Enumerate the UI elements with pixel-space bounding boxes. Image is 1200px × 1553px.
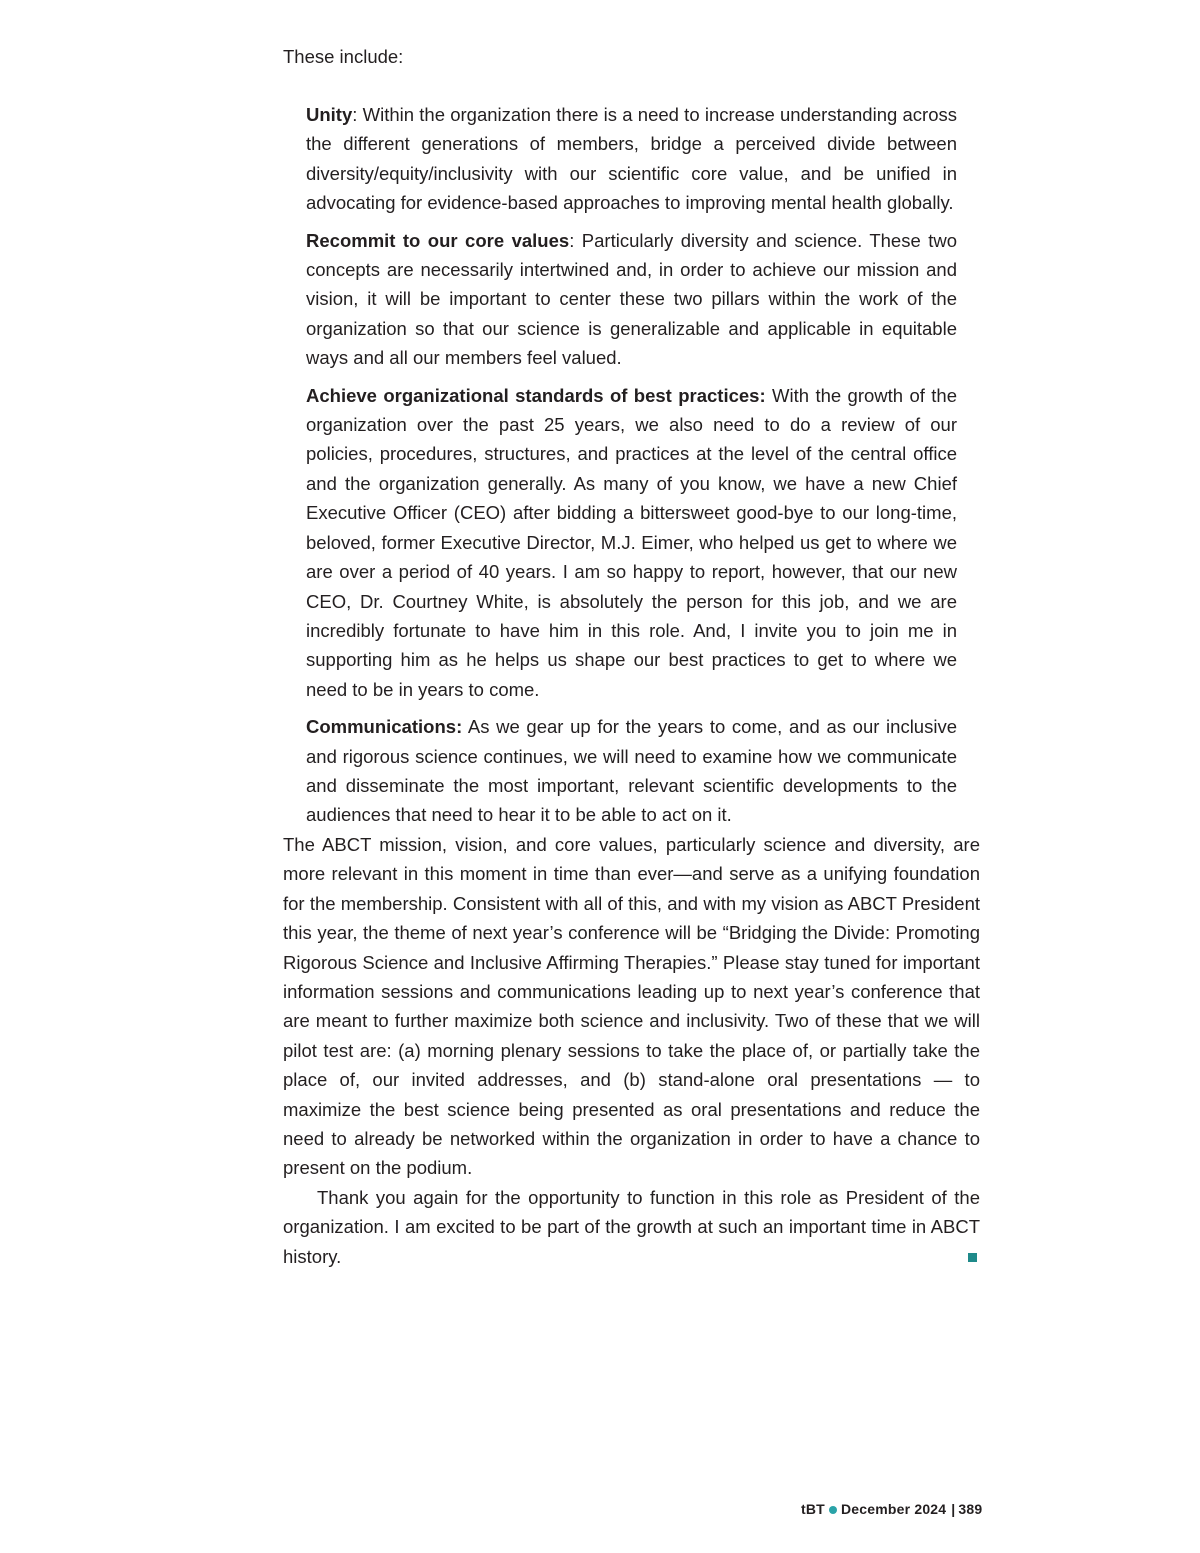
- thank-you-paragraph: [283, 1183, 980, 1271]
- list-item-communications: [306, 712, 957, 830]
- core-priorities-list: [306, 100, 957, 838]
- bullet-dot-icon: [829, 1506, 837, 1514]
- page-number: 389: [958, 1501, 983, 1517]
- closing-section: [283, 830, 980, 1271]
- item-term: Achieve organizational standards of best practices:: [306, 384, 766, 406]
- issue-date: December 2024: [840, 1501, 947, 1517]
- item-text: As we gear up for the years to come, and as our inclusive and rigorous science continues, we will need to examine how we communicate and disseminate the most important, relevant scientific developments to the audiences that need to hear it to be able to act on it.: [306, 716, 957, 826]
- list-item-core-values: [306, 226, 957, 373]
- item-separator: :: [569, 229, 582, 251]
- item-term: Unity: [306, 104, 353, 125]
- list-item-unity: [306, 100, 957, 218]
- item-text: Particularly diversity and science. These two concepts are necessarily intertwined and, in order to achieve our mission and vision, it will be important to center these two pillars within the work of the organization so that our science is generalizable and applicable in equitable ways and all our members feel valued.: [306, 229, 957, 369]
- footer-separator: |: [951, 1501, 956, 1517]
- page-footer: [801, 1501, 982, 1517]
- end-of-article-square-icon: [968, 1253, 977, 1262]
- mission-paragraph: The ABCT mission, vision, and core values, particularly science and diversity, are more relevant in this moment in time than ever—and serve as a unifying foundation for the membership. Consistent with all of this, and with my vision as ABCT President this year, the theme of next year’s conference will be “Bridging the Divide: Promoting Rigorous Science and Inclusive Affirming Therapies.” Please stay tuned for important information sessions and communications leading up to next year’s conference that are meant to further maximize both science and inclusivity. Two of these that we will pilot test are: (a) morning plenary sessions to take the place of, or partially take the place of, our invited addresses, and (b) stand-alone oral presentations — to maximize the best science being presented as oral presentations and reduce the need to already be networked within the organization in order to have a chance to present on the podium.: [283, 834, 980, 1179]
- item-term: Communications:: [306, 716, 463, 738]
- item-text: Within the organization there is a need to increase understanding across the different generations of members, bridge a perceived divide between diversity/equity/inclusivity with our scientific core value, and be unified in advocating for evidence-based approaches to improving mental health globally.: [306, 104, 958, 214]
- thank-you-text: Thank you again for the opportunity to function in this role as President of the organization. I am excited to be part of the growth at such an important time in ABCT history.: [283, 1186, 980, 1267]
- item-text: With the growth of the organization over the past 25 years, we also need to do a review of our policies, procedures, structures, and practices at the level of the central office and the organization generally. As many of you know, we have a new Chief Executive Officer (CEO) after bidding a bittersweet good-bye to our long-time, beloved, former Executive Director, M.J. Eimer, who helped us get to where we are over a period of 40 years. I am so happy to report, however, that our new CEO, Dr. Courtney White, is absolutely the person for this job, and we are incredibly fortunate to have him in this role. And, I invite you to join me in supporting him as he helps us shape our best practices to get to where we need to be in years to come.: [306, 384, 958, 700]
- item-term: Recommit to our core values: [306, 229, 570, 251]
- item-separator: :: [352, 104, 363, 125]
- list-item-best-practices: [306, 381, 957, 704]
- journal-name: tBT: [801, 1501, 825, 1517]
- intro-text: These include:: [283, 46, 404, 67]
